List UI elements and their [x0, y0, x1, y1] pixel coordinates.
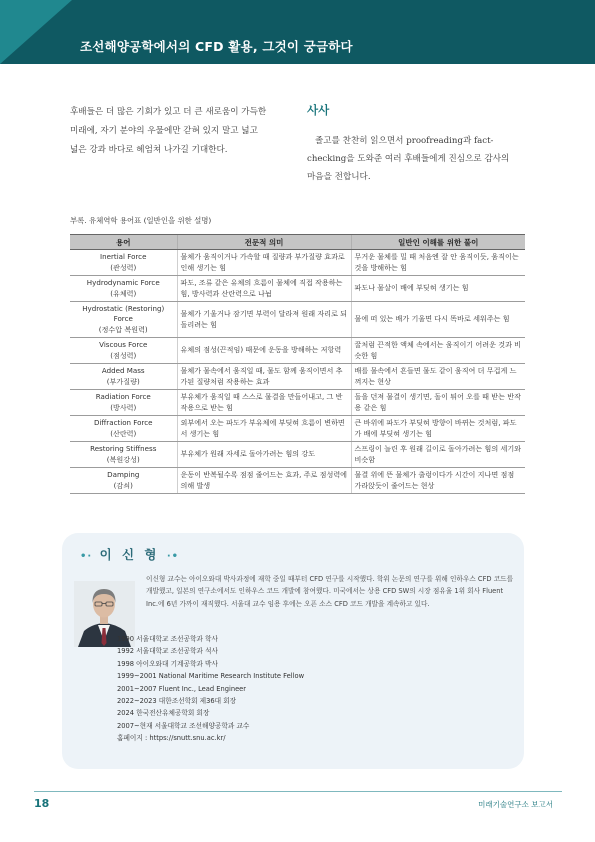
term-en: Inertial Force	[100, 252, 147, 261]
term-cell	[70, 442, 177, 468]
author-name: 이 신 형	[99, 547, 160, 562]
career-item: 1999~2001 National Maritime Research Institute Fellow	[117, 672, 305, 681]
table-row	[70, 468, 525, 494]
term-ko: (유체력)	[110, 288, 137, 298]
term-ko: (부가질량)	[106, 376, 140, 386]
header-accent-triangle	[0, 0, 72, 64]
term-ko: (복원강성)	[106, 454, 140, 464]
term-en: Radiation Force	[95, 392, 151, 401]
expert-cell: 부유체가 움직일 때 스스로 물결을 만들어내고, 그 반작용으로 받는 힘	[177, 390, 351, 416]
term-cell	[70, 390, 177, 416]
expert-cell: 물체가 기울거나 잠기면 부력이 달라져 원래 자리로 되돌리려는 힘	[177, 302, 351, 338]
expert-cell: 파도, 조류 같은 유체의 흐름이 물체에 직접 작용하는 힘, 방사력과 산란력으로 나뉨	[177, 276, 351, 302]
column-header-plain-explanation: 일반인 이해를 위한 풀이	[351, 235, 525, 250]
term-ko: (점성력)	[110, 350, 137, 360]
term-en: Restoring Stiffness	[90, 444, 157, 453]
table-row	[70, 338, 525, 364]
term-en: Diffraction Force	[93, 418, 153, 427]
publication-title: 미래기술연구소 보고서	[478, 800, 553, 809]
acknowledgement-line: checking을 도와준 여러 후배들에게 진심으로 감사의	[307, 154, 510, 164]
footer-divider	[34, 791, 562, 792]
term-cell	[70, 302, 177, 338]
term-ko: (방사력)	[110, 402, 137, 412]
decorative-dots-icon: •·	[80, 551, 93, 562]
table-row	[70, 250, 525, 276]
table-row	[70, 364, 525, 390]
plain-cell: 스프링이 늘린 후 원래 길이로 돌아가려는 힘의 세기와 비슷함	[351, 442, 525, 468]
career-item: 2022~2023 대한조선학회 제36대 회장	[117, 697, 237, 706]
term-cell	[70, 338, 177, 364]
term-cell	[70, 364, 177, 390]
expert-cell: 부유체가 원래 자세로 돌아가려는 힘의 강도	[177, 442, 351, 468]
plain-cell: 큰 바위에 파도가 부딪혀 방향이 바뀌는 것처럼, 파도가 배에 부딪혀 생기는 힘	[351, 416, 525, 442]
career-item: 2001~2007 Fluent Inc., Lead Engineer	[117, 684, 247, 693]
author-profile-box	[62, 533, 524, 769]
career-item: 2007~현재 서울대학교 조선해양공학과 교수	[117, 721, 250, 730]
author-name-heading	[80, 545, 179, 563]
career-item: 1990 서울대학교 조선공학과 학사	[117, 635, 218, 643]
term-en: Viscous Force	[99, 340, 148, 349]
plain-cell: 무거운 물체를 밀 때 처음엔 잘 안 움직이듯, 움직이는 것을 방해하는 힘	[351, 250, 525, 276]
term-en: Hydrostatic (Restoring) Force	[82, 303, 165, 324]
table-caption: 부록. 유체역학 용어표 (일반인을 위한 설명)	[70, 216, 212, 225]
glossary-table	[70, 234, 525, 494]
term-ko: (정수압 복원력)	[98, 324, 148, 334]
page-number: 18	[34, 797, 50, 810]
expert-cell: 유체의 점성(끈적임) 때문에 운동을 방해하는 저항력	[177, 338, 351, 364]
section-title: 조선해양공학에서의 CFD 활용, 그것이 궁금하다	[80, 39, 353, 54]
plain-cell: 돌을 던져 물결이 생기면, 돌이 튀어 오를 때 받는 반작용 같은 힘	[351, 390, 525, 416]
plain-cell: 꿀처럼 끈적한 액체 속에서는 움직이기 어려운 것과 비슷한 힘	[351, 338, 525, 364]
acknowledgement-heading: 사사	[307, 103, 330, 117]
term-cell	[70, 468, 177, 494]
term-ko: (산란력)	[110, 428, 137, 438]
term-cell	[70, 250, 177, 276]
term-en: Added Mass	[101, 366, 145, 375]
closing-line: 미래에, 자기 분야의 우물에만 갇혀 있지 말고 넓고	[70, 126, 258, 136]
closing-paragraph	[70, 103, 292, 160]
expert-cell: 물체가 물속에서 움직일 때, 물도 함께 움직이면서 추가된 질량처럼 작용하는 효과	[177, 364, 351, 390]
acknowledgement-paragraph	[307, 132, 525, 186]
term-ko: (감쇠)	[113, 480, 133, 490]
decorative-dots-icon: ·•	[166, 551, 180, 562]
author-career-list	[117, 633, 417, 745]
acknowledgement-line: 졸고를 찬찬히 읽으면서 proofreading과 fact-	[315, 136, 494, 146]
career-item: 1998 아이오와대 기계공학과 박사	[117, 659, 218, 668]
expert-cell: 외부에서 오는 파도가 부유체에 부딪혀 흐름이 변하면서 생기는 힘	[177, 416, 351, 442]
table-row	[70, 390, 525, 416]
term-cell	[70, 276, 177, 302]
expert-cell: 물체가 움직이거나 가속할 때 질량과 부가질량 효과로 인해 생기는 힘	[177, 250, 351, 276]
closing-line: 후배들은 더 많은 기회가 있고 더 큰 새로움이 가득한	[70, 107, 267, 117]
column-header-term: 용어	[70, 235, 177, 250]
career-item: 2024 한국전산유체공학회 회장	[117, 709, 210, 718]
table-row	[70, 442, 525, 468]
plain-cell: 배를 물속에서 흔들면 물도 같이 움직여 더 무겁게 느껴지는 현상	[351, 364, 525, 390]
table-row	[70, 416, 525, 442]
term-cell	[70, 416, 177, 442]
table-row	[70, 276, 525, 302]
plain-cell: 물결 위에 뜬 물체가 출렁이다가 시간이 지나면 점점 가라앉듯이 줄어드는 현상	[351, 468, 525, 494]
term-ko: (관성력)	[110, 262, 137, 272]
author-biography: 이신형 교수는 아이오와대 박사과정에 재학 중일 때부터 CFD 연구를 시작했다. 학위 논문의 연구를 위해 인하우스 CFD 코드를 개발했고, 일본의 연구소에서도 인하우스 코드 개발에 참여했다. 미국에서는 상용 CFD SW의 시장 점유율 1위 회사 Fluent Inc.에 6년 가까이 재직했다. 서울대 교수 임용 후에는 오픈 소스 CFD 코드 개발을 계속하고 있다.	[146, 575, 514, 608]
table-row	[70, 302, 525, 338]
homepage-link[interactable]: 홈페이지 : https://snutt.snu.ac.kr/	[117, 734, 226, 743]
plain-cell: 물에 떠 있는 배가 기울면 다시 똑바로 세워주는 힘	[351, 302, 525, 338]
term-en: Hydrodynamic Force	[86, 278, 160, 287]
plain-cell: 파도나 물살이 배에 부딪혀 생기는 힘	[351, 276, 525, 302]
column-header-expert-meaning: 전문적 의미	[177, 235, 351, 250]
career-item: 1992 서울대학교 조선공학과 석사	[117, 647, 218, 656]
expert-cell: 운동이 반복될수록 점점 줄어드는 효과, 주로 점성력에 의해 발생	[177, 468, 351, 494]
term-en: Damping	[107, 470, 140, 479]
acknowledgement-line: 마음을 전합니다.	[307, 172, 371, 182]
page-header-banner	[0, 0, 595, 64]
closing-line: 넓은 강과 바다로 헤엄쳐 나가길 기대한다.	[70, 145, 228, 155]
